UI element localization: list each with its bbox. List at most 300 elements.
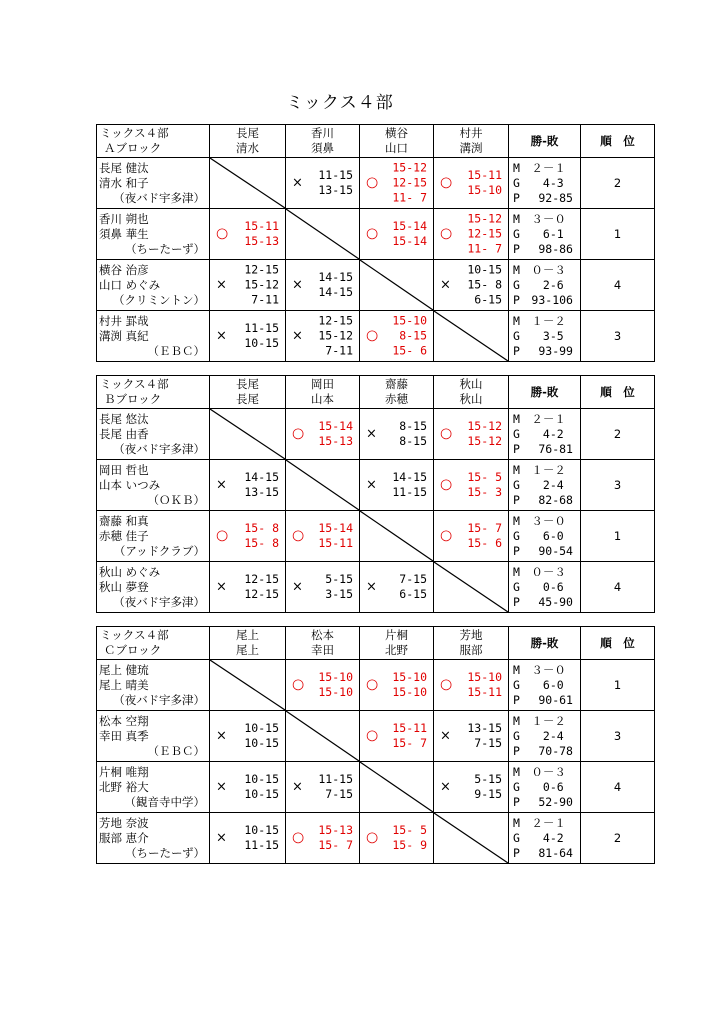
loss-mark: × xyxy=(216,728,227,744)
loss-mark: × xyxy=(292,175,303,191)
player-name: 岡田 哲也 xyxy=(99,462,149,477)
game-score: 15-14 xyxy=(318,419,353,433)
game-scores xyxy=(244,263,279,308)
game-score: 15-10 xyxy=(392,685,427,699)
game-score: 10-15 xyxy=(244,787,279,801)
game-score: 15-12 xyxy=(467,211,502,226)
game-score: 7-15 xyxy=(474,736,502,750)
loss-mark: × xyxy=(440,728,451,744)
match-cell xyxy=(210,209,286,260)
player-pair xyxy=(97,209,210,260)
rank-value: 3 xyxy=(581,711,655,762)
table-row xyxy=(97,511,655,562)
win-mark: ○ xyxy=(440,174,453,191)
match-cell xyxy=(286,260,360,311)
match-cell xyxy=(210,562,286,613)
block-table xyxy=(96,124,655,362)
game-scores xyxy=(318,314,353,359)
player-name: 尾上 健琉 xyxy=(99,662,149,677)
game-scores xyxy=(392,670,427,700)
summary-line: M ３－０ xyxy=(513,662,566,677)
game-scores xyxy=(244,219,279,249)
rank-header: 順 位 xyxy=(581,627,655,660)
opponent-name: 赤穂 xyxy=(385,392,408,406)
game-score: 15- 5 xyxy=(392,823,427,837)
diagonal-line xyxy=(360,511,433,561)
self-match-cell xyxy=(434,311,509,362)
player-name: 村井 罫哉 xyxy=(99,313,149,328)
opponent-header xyxy=(210,376,286,409)
rank-value: 2 xyxy=(581,409,655,460)
player-name: 横谷 治彦 xyxy=(99,262,149,277)
team-name: （ちーたーず） xyxy=(125,845,205,860)
block-division: ミックス４部 xyxy=(100,126,169,140)
win-mark: ○ xyxy=(292,527,305,544)
loss-mark: × xyxy=(440,277,451,293)
opponent-name: 芳地 xyxy=(459,628,483,642)
game-score: 15-14 xyxy=(392,219,427,233)
opponent-name: 松本 xyxy=(311,628,334,642)
player-pair xyxy=(97,460,210,511)
opponent-header xyxy=(434,376,509,409)
game-scores xyxy=(392,470,427,500)
opponent-name: 長尾 xyxy=(236,392,259,406)
player-name: 秋山 夢登 xyxy=(99,579,149,594)
table-row xyxy=(97,409,655,460)
summary-line: P 93-99 xyxy=(513,343,573,358)
game-score: 15-14 xyxy=(318,521,353,535)
table-row xyxy=(97,762,655,813)
player-name: 山本 いつみ xyxy=(99,477,161,492)
win-mark: ○ xyxy=(292,425,305,442)
player-pair xyxy=(97,762,210,813)
win-mark: ○ xyxy=(440,676,453,693)
game-score: 15-13 xyxy=(318,434,353,448)
team-name: （ＥＢＣ） xyxy=(147,343,205,358)
summary-line: P 76-81 xyxy=(513,441,573,456)
table-row xyxy=(97,209,655,260)
summary-line: M １－２ xyxy=(513,313,566,328)
loss-mark: × xyxy=(440,779,451,795)
game-score: 15-10 xyxy=(467,670,502,684)
game-score: 15-11 xyxy=(392,721,427,735)
game-scores xyxy=(318,168,353,198)
opponent-name: 服部 xyxy=(459,643,483,657)
game-score: 7-11 xyxy=(325,343,353,358)
player-name: 長尾 由香 xyxy=(99,426,149,441)
opponent-header xyxy=(434,627,509,660)
loss-mark: × xyxy=(292,779,303,795)
player-pair xyxy=(97,409,210,460)
page-title: ミックス４部 xyxy=(286,93,394,113)
player-name: 松本 空翔 xyxy=(99,713,149,728)
player-name: 溝渕 真紀 xyxy=(99,328,149,343)
summary-line: P 45-90 xyxy=(513,594,573,609)
game-scores xyxy=(474,772,502,802)
match-cell xyxy=(210,260,286,311)
opponent-name: 横谷 xyxy=(385,126,408,140)
game-scores xyxy=(318,270,353,300)
rank-value: 3 xyxy=(581,311,655,362)
opponent-name: 長尾 xyxy=(236,126,259,140)
win-loss-summary xyxy=(509,562,581,613)
summary-line: G 2-6 xyxy=(513,277,564,292)
rank-value: 4 xyxy=(581,762,655,813)
diagonal-line xyxy=(360,260,433,310)
loss-mark: × xyxy=(366,477,377,493)
win-mark: ○ xyxy=(292,676,305,693)
game-score: 12-15 xyxy=(467,226,502,241)
win-mark: ○ xyxy=(440,425,453,442)
match-cell xyxy=(286,762,360,813)
opponent-name: 片桐 xyxy=(385,628,408,642)
block-division: ミックス４部 xyxy=(100,628,169,642)
game-scores xyxy=(244,721,279,751)
loss-mark: × xyxy=(292,579,303,595)
player-name: 長尾 悠汰 xyxy=(99,411,149,426)
game-score: 15-13 xyxy=(244,234,279,248)
opponent-name: 秋山 xyxy=(459,392,483,406)
game-scores xyxy=(318,670,353,700)
game-score: 15- 8 xyxy=(244,521,279,535)
game-scores xyxy=(318,521,353,551)
win-mark: ○ xyxy=(366,327,379,344)
win-loss-summary xyxy=(509,260,581,311)
game-score: 3-15 xyxy=(325,587,353,601)
summary-line: P 82-68 xyxy=(513,492,573,507)
result-header: 勝-敗 xyxy=(509,376,581,409)
win-mark: ○ xyxy=(366,676,379,693)
game-score: 13-15 xyxy=(318,183,353,197)
team-name: （夜バド宇多津） xyxy=(113,594,205,609)
self-match-cell xyxy=(286,209,360,260)
game-score: 11-15 xyxy=(392,485,427,499)
rank-header: 順 位 xyxy=(581,125,655,158)
summary-line: P 90-54 xyxy=(513,543,573,558)
summary-line: G 4-2 xyxy=(513,426,564,441)
opponent-header xyxy=(286,627,360,660)
win-loss-summary xyxy=(509,460,581,511)
game-score: 15- 5 xyxy=(467,470,502,484)
summary-line: M ２－１ xyxy=(513,160,566,175)
game-score: 15-12 xyxy=(244,277,279,292)
opponent-name: 尾上 xyxy=(236,643,259,657)
game-scores xyxy=(392,314,427,359)
win-loss-summary xyxy=(509,311,581,362)
diagonal-line xyxy=(210,409,285,459)
match-cell xyxy=(286,813,360,864)
game-scores xyxy=(392,219,427,249)
game-scores xyxy=(318,419,353,449)
game-score: 12-15 xyxy=(244,262,279,277)
game-scores xyxy=(392,161,427,206)
win-loss-summary xyxy=(509,660,581,711)
loss-mark: × xyxy=(366,579,377,595)
match-cell xyxy=(360,660,434,711)
diagonal-line xyxy=(286,209,359,259)
diagonal-line xyxy=(434,813,508,863)
rank-value: 4 xyxy=(581,562,655,613)
game-scores xyxy=(467,521,502,551)
table-row xyxy=(97,562,655,613)
game-score: 14-15 xyxy=(244,470,279,484)
opponent-header xyxy=(434,125,509,158)
diagonal-line xyxy=(210,660,285,710)
match-cell xyxy=(360,562,434,613)
summary-line: M ２－１ xyxy=(513,411,566,426)
player-name: 幸田 真季 xyxy=(99,728,149,743)
game-score: 15-11 xyxy=(467,685,502,699)
summary-line: M ０－３ xyxy=(513,564,566,579)
match-cell xyxy=(210,311,286,362)
game-score: 14-15 xyxy=(318,285,353,299)
loss-mark: × xyxy=(292,328,303,344)
match-cell xyxy=(360,209,434,260)
summary-line: G 0-6 xyxy=(513,579,564,594)
self-match-cell xyxy=(360,511,434,562)
win-loss-summary xyxy=(509,158,581,209)
game-score: 15-13 xyxy=(318,823,353,837)
match-cell xyxy=(286,158,360,209)
team-name: （夜バド宇多津） xyxy=(113,692,205,707)
game-score: 15- 9 xyxy=(392,838,427,852)
game-score: 11-15 xyxy=(244,838,279,852)
game-score: 12-15 xyxy=(244,572,279,586)
summary-line: P 70-78 xyxy=(513,743,573,758)
opponent-header xyxy=(360,376,434,409)
game-score: 15-14 xyxy=(392,234,427,248)
game-scores xyxy=(399,419,427,449)
summary-line: M ３－０ xyxy=(513,211,566,226)
loss-mark: × xyxy=(216,277,227,293)
game-score: 15-12 xyxy=(467,434,502,448)
diagonal-line xyxy=(286,711,359,761)
game-score: 15-10 xyxy=(318,670,353,684)
opponent-name: 岡田 xyxy=(311,377,334,391)
match-cell xyxy=(286,311,360,362)
player-pair xyxy=(97,660,210,711)
block-name: Ｃブロック xyxy=(104,643,162,657)
summary-line: M ０－３ xyxy=(513,262,566,277)
team-name: （夜バド宇多津） xyxy=(113,190,205,205)
opponent-name: 溝渕 xyxy=(459,141,483,155)
rank-header: 順 位 xyxy=(581,376,655,409)
game-score: 10-15 xyxy=(244,772,279,786)
player-name: 齋藤 和真 xyxy=(99,513,149,528)
table-row xyxy=(97,660,655,711)
game-score: 15- 7 xyxy=(392,736,427,750)
game-score: 10-15 xyxy=(244,736,279,750)
game-score: 7-15 xyxy=(399,572,427,586)
match-cell xyxy=(210,711,286,762)
team-name: （アッドクラブ） xyxy=(113,543,205,558)
game-score: 12-15 xyxy=(244,587,279,601)
game-score: 12-15 xyxy=(392,175,427,190)
match-cell xyxy=(360,311,434,362)
game-score: 13-15 xyxy=(467,721,502,735)
table-row xyxy=(97,711,655,762)
summary-line: G 4-2 xyxy=(513,830,564,845)
win-mark: ○ xyxy=(366,225,379,242)
diagonal-line xyxy=(434,311,508,361)
opponent-name: 幸田 xyxy=(311,643,334,657)
match-cell xyxy=(210,762,286,813)
game-scores xyxy=(244,470,279,500)
win-mark: ○ xyxy=(366,829,379,846)
player-name: 須鼻 華生 xyxy=(99,226,149,241)
game-scores xyxy=(244,321,279,351)
game-scores xyxy=(467,670,502,700)
summary-line: G 6-0 xyxy=(513,528,564,543)
player-name: 服部 恵介 xyxy=(99,830,149,845)
player-name: 山口 めぐみ xyxy=(99,277,161,292)
player-pair xyxy=(97,158,210,209)
game-scores xyxy=(399,572,427,602)
summary-line: G 4-3 xyxy=(513,175,564,190)
summary-line: P 81-64 xyxy=(513,845,573,860)
team-name: （ＯＫＢ） xyxy=(147,492,205,507)
self-match-cell xyxy=(286,711,360,762)
game-scores xyxy=(467,263,502,308)
match-cell xyxy=(360,158,434,209)
game-scores xyxy=(467,721,502,751)
table-row xyxy=(97,813,655,864)
player-pair xyxy=(97,813,210,864)
opponent-name: 山本 xyxy=(311,392,334,406)
game-scores xyxy=(244,823,279,853)
self-match-cell xyxy=(434,813,509,864)
game-score: 8-15 xyxy=(399,328,427,343)
game-scores xyxy=(244,572,279,602)
summary-line: G 6-0 xyxy=(513,677,564,692)
game-score: 11- 7 xyxy=(392,190,427,205)
player-name: 清水 和子 xyxy=(99,175,149,190)
win-loss-summary xyxy=(509,813,581,864)
match-cell xyxy=(210,511,286,562)
win-loss-summary xyxy=(509,511,581,562)
player-name: 香川 朔也 xyxy=(99,211,149,226)
game-score: 10-15 xyxy=(467,262,502,277)
game-score: 15- 6 xyxy=(467,536,502,550)
result-header: 勝-敗 xyxy=(509,627,581,660)
diagonal-line xyxy=(210,158,285,208)
win-loss-summary xyxy=(509,711,581,762)
rank-value: 1 xyxy=(581,209,655,260)
game-score: 11- 7 xyxy=(467,241,502,256)
match-cell xyxy=(286,562,360,613)
summary-line: P 90-61 xyxy=(513,692,573,707)
diagonal-line xyxy=(434,562,508,612)
win-mark: ○ xyxy=(440,225,453,242)
block-title xyxy=(97,376,210,409)
rank-value: 2 xyxy=(581,813,655,864)
player-pair xyxy=(97,562,210,613)
match-cell xyxy=(360,711,434,762)
game-scores xyxy=(244,772,279,802)
game-score: 11-15 xyxy=(318,772,353,786)
game-score: 15- 6 xyxy=(392,343,427,358)
game-scores xyxy=(325,572,353,602)
match-cell xyxy=(434,711,509,762)
opponent-name: 尾上 xyxy=(236,628,259,642)
self-match-cell xyxy=(434,562,509,613)
game-score: 11-15 xyxy=(244,321,279,335)
game-scores xyxy=(467,470,502,500)
loss-mark: × xyxy=(216,579,227,595)
summary-line: G 2-4 xyxy=(513,728,564,743)
game-score: 10-15 xyxy=(244,721,279,735)
win-mark: ○ xyxy=(292,829,305,846)
game-score: 15-11 xyxy=(244,219,279,233)
opponent-name: 山口 xyxy=(385,141,408,155)
summary-line: M ０－３ xyxy=(513,764,566,779)
opponent-header xyxy=(286,376,360,409)
game-score: 10-15 xyxy=(244,823,279,837)
rank-value: 2 xyxy=(581,158,655,209)
match-cell xyxy=(210,460,286,511)
win-mark: ○ xyxy=(366,174,379,191)
player-pair xyxy=(97,711,210,762)
loss-mark: × xyxy=(216,830,227,846)
game-score: 14-15 xyxy=(318,270,353,284)
block-title xyxy=(97,125,210,158)
team-name: （夜バド宇多津） xyxy=(113,441,205,456)
summary-line: M ２－１ xyxy=(513,815,566,830)
game-scores xyxy=(392,823,427,853)
game-score: 7-11 xyxy=(251,292,279,307)
rank-value: 3 xyxy=(581,460,655,511)
player-name: 長尾 健汰 xyxy=(99,160,149,175)
game-score: 6-15 xyxy=(399,587,427,601)
summary-line: M ３－０ xyxy=(513,513,566,528)
match-cell xyxy=(434,158,509,209)
win-mark: ○ xyxy=(216,527,229,544)
game-scores xyxy=(467,419,502,449)
player-pair xyxy=(97,311,210,362)
game-scores xyxy=(244,521,279,551)
match-cell xyxy=(286,511,360,562)
summary-line: G 2-4 xyxy=(513,477,564,492)
game-score: 5-15 xyxy=(474,772,502,786)
game-score: 15-11 xyxy=(467,168,502,182)
summary-line: P 93-106 xyxy=(513,292,573,307)
table-row xyxy=(97,260,655,311)
player-pair xyxy=(97,260,210,311)
game-score: 13-15 xyxy=(244,485,279,499)
diagonal-line xyxy=(286,460,359,510)
win-loss-summary xyxy=(509,409,581,460)
game-scores xyxy=(318,772,353,802)
player-name: 片桐 唯翔 xyxy=(99,764,149,779)
team-name: （クリミントン） xyxy=(113,292,205,307)
game-score: 15- 7 xyxy=(467,521,502,535)
loss-mark: × xyxy=(292,277,303,293)
game-score: 15-12 xyxy=(467,419,502,433)
match-cell xyxy=(434,762,509,813)
block-table xyxy=(96,626,655,864)
rank-value: 1 xyxy=(581,660,655,711)
match-cell xyxy=(286,409,360,460)
block-title xyxy=(97,627,210,660)
loss-mark: × xyxy=(366,426,377,442)
game-score: 7-15 xyxy=(325,787,353,801)
opponent-name: 秋山 xyxy=(459,377,483,391)
match-cell xyxy=(434,260,509,311)
self-match-cell xyxy=(210,409,286,460)
win-mark: ○ xyxy=(216,225,229,242)
summary-line: G 3-5 xyxy=(513,328,564,343)
win-loss-summary xyxy=(509,209,581,260)
